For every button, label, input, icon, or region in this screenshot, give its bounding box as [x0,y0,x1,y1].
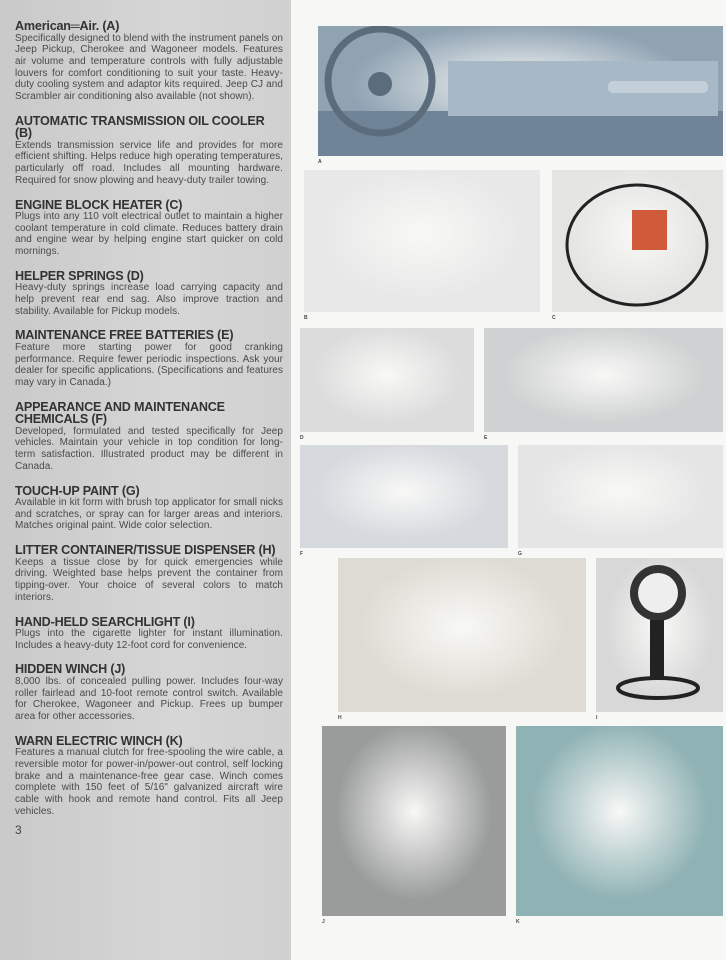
accessory-item [15,544,283,603]
engine-block-heater-photo [552,170,723,312]
searchlight-photo [596,558,723,712]
accessory-item [15,115,283,187]
accessory-description: Plugs into any 110 volt electrical outlet to maintain a higher coolant temperature in cold climate. Reduces battery drain and engine wear by helping engine start quicker on cold mornings. [15,211,283,258]
accessory-item [15,735,283,818]
accessory-title: MAINTENANCE FREE BATTERIES (E) [15,328,234,343]
accessory-item [15,485,283,533]
accessory-description: Extends transmission service life and provides for more efficient shifting. Helps reduce high operating temperatures, particularly off road. Includes all mounting hardware. Required for snow plowing and heavy-duty trailer towing. [15,139,283,186]
photo-label: K [516,919,520,925]
photo-label: F [300,551,304,557]
photo-label: G [518,551,522,557]
accessory-title: HIDDEN WINCH (J) [15,662,126,677]
steering-wheel-icon [318,26,723,156]
page-number: 3 [15,823,22,838]
litter-container-photo [338,558,586,712]
accessory-description: Plugs into the cigarette lighter for instant illumination. Includes a heavy-duty 12-foot cord for convenience. [15,628,283,651]
accessory-item [15,329,283,388]
touch-up-paint-photo [518,445,723,548]
accessory-description: 8,000 lbs. of concealed pulling power. Includes four-way roller fairlead and 10-foot remote control switch. Available for Cherokee, Wagoneer and Pickup. Frees up bumper area for other accessories. [15,675,283,723]
accessory-description: Available in kit form with brush top applicator for small nicks and scratches, or spray can for larger areas and interiors. Matches original paint. Wide color selection. [15,497,283,532]
accessory-item [15,20,283,103]
accessory-title: HAND-HELD SEARCHLIGHT (I) [15,614,195,629]
hidden-winch-photo [322,726,506,916]
photo-label: I [596,715,598,721]
accessory-item [15,270,283,318]
accessory-title: AUTOMATIC TRANSMISSION OIL COOLER (B) [15,113,265,141]
searchlight-icon [596,558,723,712]
photo-label: A [318,159,322,165]
accessory-title: American═Air. (A) [15,19,120,33]
accessory-title: WARN ELECTRIC WINCH (K) [15,733,183,748]
accessory-title: HELPER SPRINGS (D) [15,268,144,283]
transmission-oil-cooler-photo [304,170,540,312]
photo-label: H [338,715,342,721]
dashboard-air-conditioning-photo [318,26,723,156]
accessory-item [15,199,283,258]
accessory-description: Features a manual clutch for free-spooling the wire cable, a reversible motor for power-in/power-out control, self locking brake and a maintenance-free gear case. Winch comes complete with 150 feet of 5/16" galvanized aircraft wire cable with hook and remote hand control. Fits all Jeep vehicles. [15,747,283,817]
accessory-title: APPEARANCE AND MAINTENANCE CHEMICALS (F) [15,399,225,427]
accessory-item [15,401,283,473]
accessory-item [15,663,283,722]
accessory-descriptions [15,20,283,837]
text-column-background [0,0,291,960]
photo-label: C [552,315,556,321]
warn-winch-photo [516,726,723,916]
accessory-title: ENGINE BLOCK HEATER (C) [15,197,183,212]
accessory-title: TOUCH-UP PAINT (G) [15,483,140,498]
photo-label: E [484,435,488,441]
chemicals-photo [300,445,508,548]
accessory-title: LITTER CONTAINER/TISSUE DISPENSER (H) [15,543,276,558]
accessory-description: Feature more starting power for good cranking performance. Require fewer periodic inspections. Ask your dealer for specific applications. (Specifications and features may vary in Canada.) [15,341,283,389]
cord-coil-icon [552,170,723,312]
accessory-item [15,616,283,652]
accessory-description: Specifically designed to blend with the instrument panels on Jeep Pickup, Cherokee and Wagoneer models. Features air volume and temperature controls with fully adjustable louvers for comfort conditioning to suit your taste. Heavy-duty cooling system and adaptor kits required. Jeep CJ and Scrambler air conditioning also available (not shown). [15,32,283,103]
batteries-photo [484,328,723,432]
helper-springs-photo [300,328,474,432]
photo-label: B [304,315,308,321]
accessory-description: Heavy-duty springs increase load carrying capacity and help prevent rear end sag. Also improve traction and stability. Available for Pickup models. [15,282,283,317]
accessory-description: Developed, formulated and tested specifically for Jeep vehicles. Maintain your vehicle in top condition for long-term satisfaction. Illustrated product may be different in Canada. [15,425,283,472]
photo-label: J [322,919,325,925]
photo-label: D [300,435,304,441]
accessory-description: Keeps a tissue close by for quick emergencies while driving. Weighted base helps prevent the container from tipping-over. Your choice of several colors to match interiors. [15,556,283,603]
